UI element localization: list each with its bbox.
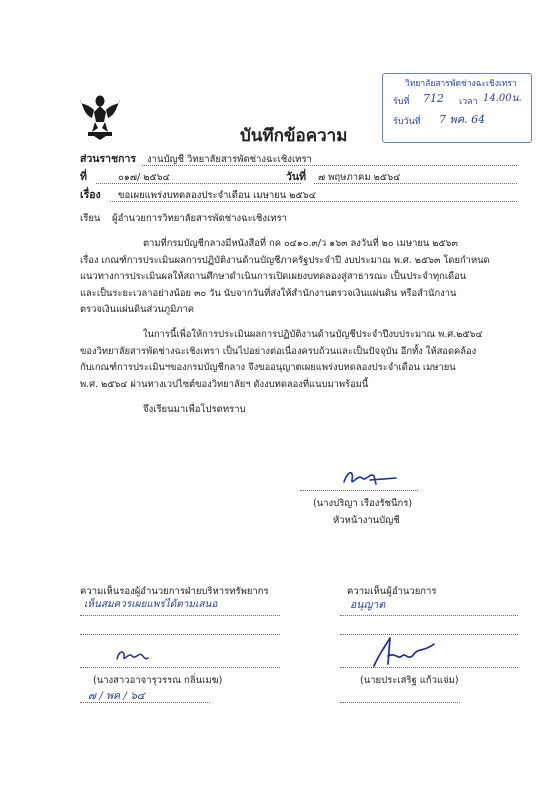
to-label: เรียน [80, 213, 101, 224]
date-value: ๗ พฤษภาคม ๒๕๖๔ [318, 172, 401, 183]
left-signature-icon [114, 647, 150, 665]
subject-value: ขอเผยแพร่งบทดลองประจำเดือน เมษายน ๒๕๖๔ [118, 190, 316, 201]
closing-text: จึงเรียนมาเพื่อโปรดทราบ [143, 404, 246, 415]
stamp-recv-no: 712 [423, 92, 444, 105]
right-line-1 [340, 615, 518, 616]
receipt-stamp [382, 73, 532, 143]
left-opinion-name: (นางสาวอาจารุวรรณ กลิ่นเมฆ) [93, 675, 223, 686]
no-value: ๐๑๗/ ๒๕๖๔ [118, 172, 170, 183]
right-opinion-name: (นายประเสริฐ แก้วแจ่ม) [360, 675, 459, 686]
left-line-1 [80, 615, 280, 616]
stamp-date-label: รับวันที่ [393, 117, 421, 127]
right-date-line [340, 702, 460, 703]
left-handwritten-date: ๗ / พค / ๖๔ [88, 690, 145, 702]
stamp-date: 7 พค. 64 [439, 113, 486, 126]
p1-line: ตามที่กรมบัญชีกลางมีหนังสือที่ กค ๐๔๑๐.๓/ว ๑๖๓ ลงวันที่ ๒๐ เมษายน ๒๕๖๓ [143, 238, 458, 249]
stamp-org: วิทยาลัยสารพัดช่างฉะเชิงเทรา [405, 79, 517, 89]
signature-mark-icon [340, 466, 400, 490]
stamp-recv-label: รับที่ [393, 97, 410, 107]
left-line-3 [80, 667, 280, 668]
garuda-emblem-icon [78, 92, 122, 140]
dept-label: ส่วนราชการ [80, 153, 137, 165]
left-date-line [80, 702, 210, 703]
p1-line: แนวทางการประเมินผลให้สถานศึกษาดำเนินการเปิดเผยงบทดลองสู่สาธารณะ เป็นประจำทุกเดือน [80, 271, 467, 282]
p2-line: พ.ศ. ๒๕๖๔ ผ่านทางเวปไซต์ของวิทยาลัยฯ ดังงบทดลองที่แนบมาพร้อมนี้ [80, 378, 369, 390]
p2-line: กับเกณฑ์การประเมินฯของกรมบัญชีกลาง จึงขออนุญาตเผยแพร่งบทดลองประจำเดือน เมษายน [80, 362, 456, 373]
stamp-time: 14.00น. [483, 93, 522, 104]
stamp-time-label: เวลา [459, 97, 478, 107]
to-value: ผู้อำนวยการวิทยาลัยสารพัดช่างฉะเชิงเทรา [112, 213, 288, 224]
left-line-2 [80, 634, 280, 635]
signer-dotline [300, 490, 418, 491]
left-handwritten-note: เห็นสมควรเผยแพร่ได้ตามเสนอ [84, 599, 218, 610]
right-handwritten-note: อนุญาต [350, 599, 386, 611]
signer-position: หัวหน้างานบัญชี [333, 515, 400, 526]
paragraph-1 [80, 236, 520, 319]
p1-line: ตรวจเงินแผ่นดินส่วนภูมิภาค [80, 304, 194, 315]
no-label: ที่ [80, 171, 87, 183]
right-line-3 [340, 667, 518, 668]
date-label: วันที่ [286, 171, 306, 183]
subject-label: เรื่อง [80, 189, 101, 201]
p2-line: ของวิทยาลัยสารพัดช่างฉะเชิงเทรา เป็นไปอย่างต่อเนื่องครบถ้วนและเป็นปัจจุบัน อีกทั้ง ให้สอดคล้อง [80, 345, 477, 357]
dept-value: งานบัญชี วิทยาลัยสารพัดช่างฉะเชิงเทรา [147, 154, 312, 165]
left-opinion-heading: ความเห็นรองผู้อำนวยการฝ่ายบริหารทรัพยากร [80, 586, 269, 597]
paragraph-2 [80, 327, 520, 393]
right-signature-icon [368, 626, 440, 672]
p2-line: ในการนี้เพื่อให้การประเมินผลการปฏิบัติงานด้านบัญชีประจำปีงบประมาณ พ.ศ.๒๕๖๔ [143, 329, 483, 340]
p1-line: และเป็นระยะเวลาอย่างน้อย ๓๐ วัน นับจากวันที่ส่งให้สำนักงานตรวจเงินแผ่นดิน หรือสำนักงาน [80, 287, 457, 299]
signer-name: (นางปริญา เรืองรัชนีกร) [313, 498, 413, 509]
p1-line: เรื่อง เกณฑ์การประเมินผลการปฏิบัติงานด้านบัญชีภาครัฐประจำปี งบประมาณ พ.ศ. ๒๕๖๓ โดยกำหนด [80, 254, 490, 266]
right-opinion-heading: ความเห็นผู้อำนวยการ [347, 586, 437, 597]
memo-title: บันทึกข้อความ [240, 126, 348, 146]
